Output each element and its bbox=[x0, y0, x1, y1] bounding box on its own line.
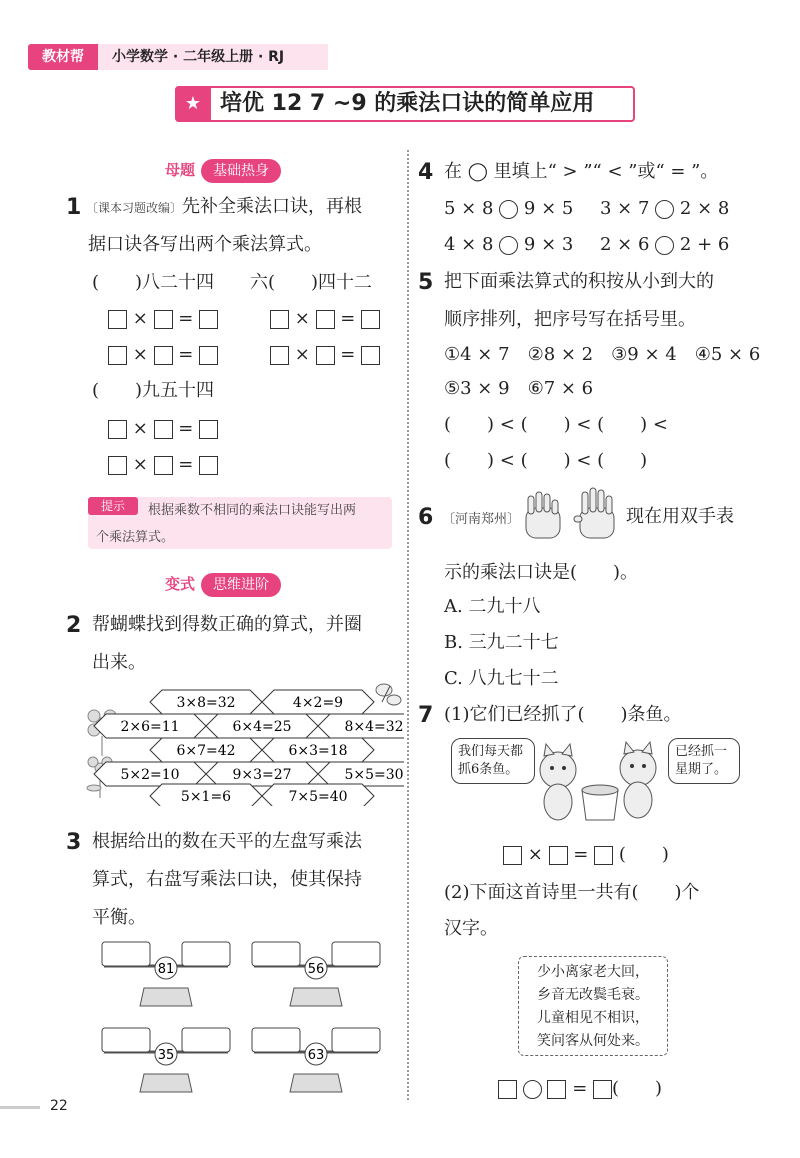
equals-sign: = bbox=[573, 844, 589, 865]
question-3-line3: 平衡。 bbox=[92, 907, 146, 928]
answer-box[interactable] bbox=[316, 346, 335, 365]
question-7-part1: (1)它们已经抓了( )条鱼。 bbox=[444, 704, 682, 725]
question-6-number: 6 bbox=[418, 505, 434, 530]
expr: 2 × 6 bbox=[600, 234, 650, 255]
balance-scales bbox=[96, 936, 396, 1098]
hexagon-equation: 8×4=32 bbox=[344, 719, 404, 735]
question-5-line2: 顺序排列，把序号写在括号里。 bbox=[444, 309, 696, 330]
hexagon-equation: 5×2=10 bbox=[120, 767, 180, 783]
question-3-number: 3 bbox=[66, 830, 82, 855]
equation-row bbox=[108, 336, 218, 374]
scale-number: 63 bbox=[307, 1048, 325, 1063]
answer-box[interactable] bbox=[154, 456, 173, 475]
koujue-blank-1[interactable]: ( )八二十四 bbox=[92, 272, 215, 293]
order-blanks-1[interactable]: ( ) < ( ) < ( ) < bbox=[444, 414, 668, 435]
question-5-items-1: ①4 × 7 ②8 × 2 ③9 × 4 ④5 × 6 bbox=[444, 344, 761, 365]
brand-tag: 教材帮 bbox=[28, 44, 98, 70]
star-icon: ★ bbox=[175, 86, 211, 122]
question-5-items-2: ⑤3 × 9 ⑥7 × 6 bbox=[444, 378, 594, 399]
question-4-text: 在 ◯ 里填上“ > ”“ < ”或“ = ”。 bbox=[444, 161, 719, 182]
question-2-number: 2 bbox=[66, 613, 82, 638]
speech-bubble-2: 已经抓一星期了。 bbox=[668, 738, 740, 784]
poem-line: 乡音无改鬓毛衰。 bbox=[537, 987, 649, 1003]
question-7-part2-line2: 汉字。 bbox=[444, 918, 498, 939]
compare-row bbox=[600, 226, 729, 264]
scale-number: 56 bbox=[307, 962, 325, 977]
answer-box[interactable] bbox=[361, 310, 380, 329]
equation-row bbox=[108, 410, 218, 448]
column-divider bbox=[407, 150, 409, 1100]
answer-box[interactable] bbox=[108, 310, 127, 329]
answer-box[interactable] bbox=[108, 420, 127, 439]
equation-row bbox=[108, 446, 218, 484]
compare-circle[interactable] bbox=[499, 200, 518, 219]
page-title: 培优 12 7 ~9 的乘法口诀的简单应用 bbox=[220, 91, 595, 116]
equals-sign: = bbox=[178, 308, 194, 329]
times-sign: × bbox=[294, 344, 310, 365]
equation-row bbox=[108, 300, 218, 338]
question-5-line1: 把下面乘法算式的积按从小到大的 bbox=[444, 271, 714, 292]
answer-box[interactable] bbox=[549, 846, 568, 865]
question-1-line1: 先补全乘法口诀，再根 bbox=[182, 196, 363, 217]
section-variant-pill: 思维进阶 bbox=[201, 573, 281, 597]
section-base bbox=[165, 158, 281, 182]
equals-sign: = bbox=[178, 454, 194, 475]
question-1-text bbox=[86, 188, 406, 227]
compare-circle[interactable] bbox=[655, 200, 674, 219]
koujue-blank-3[interactable]: ( )九五十四 bbox=[92, 380, 215, 401]
equals-sign: = bbox=[178, 344, 194, 365]
times-sign: × bbox=[527, 844, 543, 865]
course-label: 小学数学 · 二年级上册 · RJ bbox=[98, 44, 328, 70]
poem-line: 儿童相见不相识， bbox=[537, 1010, 649, 1026]
option-c[interactable]: C. 八九七十二 bbox=[444, 668, 559, 689]
equation-row bbox=[270, 336, 380, 374]
compare-row bbox=[444, 226, 573, 264]
expr: 2 + 6 bbox=[679, 234, 730, 255]
hexagon-equation: 6×7=42 bbox=[176, 743, 236, 759]
times-sign: × bbox=[294, 308, 310, 329]
compare-row bbox=[600, 190, 729, 228]
order-blanks-2[interactable]: ( ) < ( ) < ( ) bbox=[444, 450, 648, 471]
option-a[interactable]: A. 二九十八 bbox=[444, 596, 541, 617]
question-5-number: 5 bbox=[418, 270, 434, 295]
answer-box[interactable] bbox=[154, 310, 173, 329]
option-b[interactable]: B. 三九二十七 bbox=[444, 632, 559, 653]
tip-label: 提示 bbox=[88, 497, 138, 515]
equals-sign: = bbox=[340, 308, 356, 329]
hands-icon bbox=[520, 486, 624, 540]
hexagon-equation: 4×2=9 bbox=[292, 695, 344, 711]
question-6-line2: 示的乘法口诀是( )。 bbox=[444, 562, 639, 583]
question-1-number: 1 bbox=[66, 195, 82, 220]
hexagon-grid bbox=[84, 680, 404, 806]
question-1-line2: 据口诀各写出两个乘法算式。 bbox=[88, 234, 322, 255]
expr: 3 × 7 bbox=[600, 198, 650, 219]
hexagon-equation: 5×5=30 bbox=[344, 767, 404, 783]
question-6-source: 〔河南郑州〕 bbox=[442, 512, 521, 527]
hexagon-equation: 5×1=6 bbox=[180, 789, 232, 805]
answer-box[interactable] bbox=[199, 346, 218, 365]
scale-number: 81 bbox=[157, 962, 175, 977]
compare-circle[interactable] bbox=[655, 236, 674, 255]
expr: 2 × 8 bbox=[679, 198, 730, 219]
answer-box[interactable] bbox=[270, 310, 289, 329]
equation-row bbox=[270, 300, 380, 338]
section-variant-label: 变式 bbox=[165, 575, 196, 593]
answer-box[interactable] bbox=[199, 420, 218, 439]
question-4-number: 4 bbox=[418, 160, 434, 185]
question-1-source: 〔课本习题改编〕 bbox=[86, 201, 183, 215]
times-sign: × bbox=[132, 418, 148, 439]
answer-box[interactable] bbox=[503, 846, 522, 865]
hexagon-equation: 3×8=32 bbox=[176, 695, 236, 711]
unit-blank[interactable]: ( ) bbox=[612, 1078, 663, 1099]
tip-line-2: 个乘法算式。 bbox=[96, 530, 175, 545]
answer-box[interactable] bbox=[361, 346, 380, 365]
cats-illustration bbox=[520, 740, 670, 824]
page-number: 22 bbox=[50, 1098, 68, 1114]
answer-box[interactable] bbox=[199, 456, 218, 475]
expr: 9 × 5 bbox=[523, 198, 574, 219]
expr: 9 × 3 bbox=[523, 234, 574, 255]
question-3-line1: 根据给出的数在天平的左盘写乘法 bbox=[92, 831, 362, 852]
equals-sign: = bbox=[340, 344, 356, 365]
compare-circle[interactable] bbox=[499, 236, 518, 255]
hexagon-equation: 2×6=11 bbox=[120, 719, 180, 735]
section-base-label: 母题 bbox=[165, 161, 196, 179]
butterfly-icon bbox=[376, 684, 401, 705]
answer-box[interactable] bbox=[199, 310, 218, 329]
answer-box[interactable] bbox=[154, 420, 173, 439]
scale-number: 35 bbox=[157, 1048, 175, 1063]
equals-sign: = bbox=[572, 1078, 588, 1099]
question-2-line1: 帮蝴蝶找到得数正确的算式，并圈 bbox=[92, 614, 362, 635]
hexagon-equation: 6×3=18 bbox=[288, 743, 348, 759]
expr: 5 × 8 bbox=[444, 198, 494, 219]
question-7-number: 7 bbox=[418, 703, 434, 728]
hexagon-equation: 6×4=25 bbox=[232, 719, 292, 735]
poem-box bbox=[518, 956, 668, 1056]
poem-line: 少小离家老大回， bbox=[537, 964, 649, 980]
question-3-line2: 算式，右盘写乘法口诀，使其保持 bbox=[92, 869, 362, 890]
operator-circle[interactable] bbox=[523, 1080, 542, 1099]
section-variant bbox=[165, 572, 281, 596]
answer-box[interactable] bbox=[498, 1080, 517, 1099]
compare-row bbox=[444, 190, 573, 228]
answer-box[interactable] bbox=[593, 1080, 612, 1099]
equals-sign: = bbox=[178, 418, 194, 439]
koujue-blank-2[interactable]: 六( )四十二 bbox=[250, 272, 373, 293]
answer-box[interactable] bbox=[594, 846, 613, 865]
times-sign: × bbox=[132, 308, 148, 329]
question-2-line2: 出来。 bbox=[92, 652, 146, 673]
times-sign: × bbox=[132, 344, 148, 365]
tip-line-1: 根据乘数不相同的乘法口诀能写出两 bbox=[148, 503, 357, 518]
answer-box[interactable] bbox=[108, 346, 127, 365]
footer-line bbox=[0, 1106, 40, 1109]
unit-blank[interactable]: ( ) bbox=[618, 844, 669, 865]
answer-box[interactable] bbox=[154, 346, 173, 365]
section-base-pill: 基础热身 bbox=[201, 159, 281, 183]
equation-row bbox=[503, 836, 669, 874]
answer-box[interactable] bbox=[108, 456, 127, 475]
question-7-part2-line1: (2)下面这首诗里一共有( )个 bbox=[444, 882, 700, 903]
question-6-line1: 现在用双手表 bbox=[626, 506, 734, 527]
expr: 4 × 8 bbox=[444, 234, 494, 255]
hexagon-equation: 9×3=27 bbox=[232, 767, 292, 783]
answer-box[interactable] bbox=[316, 310, 335, 329]
times-sign: × bbox=[132, 454, 148, 475]
answer-box[interactable] bbox=[270, 346, 289, 365]
equation-row bbox=[498, 1070, 662, 1108]
hexagon-equation: 7×5=40 bbox=[288, 789, 348, 805]
answer-box[interactable] bbox=[547, 1080, 566, 1099]
speech-bubble-1: 我们每天都抓6条鱼。 bbox=[451, 738, 535, 784]
poem-line: 笑问客从何处来。 bbox=[537, 1033, 649, 1049]
